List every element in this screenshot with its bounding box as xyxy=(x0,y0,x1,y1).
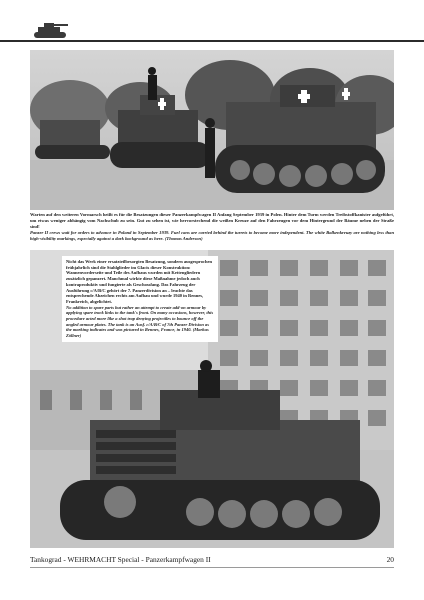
footer-title: Tankograd - WEHRMACHT Special - Panzerkampfwagen II xyxy=(30,555,211,564)
caption-german: Nicht das Werk einer ersatzteilbesorgten Besatzung, sondern ausgesprochen frühjahrlich sind die Stahlglieder im Glacis dieser Konstruktion: Wannenvorderseite und Teile des Aufbaus wurden mit Kettengliedern zusätzlich gepanzert. Manchmal wirkte diese Maßnahme jedoch auch kontraproduktiv und fungierte als Geschossfang. Das Fahrzeug der Ausführung c/A/B/C gehört der 7. Panzerdivision an – leuchte das entsprechende Abzeichen rechts am Aufbau und wurde 1940 in Rennes, Frankreich, abgelichtet. xyxy=(66,259,212,304)
page-number: 20 xyxy=(386,555,394,564)
caption-german: Warten auf den weiteren Vormarsch heißt es für die Besatzungen dieser Panzerkampfwagen II Anfang September 1939 in Polen. Hinter dem Turm werden Treibstoffkanister aufgeführt, um etwas weniger abhängig vom Nachschub zu sein. Gut zu sehen ist, wie hervorstechend die weißen Kreuze auf den Fahrzeugen vor dem Hintergrund der Bäume neben der Straße sind! xyxy=(30,212,394,229)
tank-silhouette-icon xyxy=(30,20,70,42)
caption-english: Panzer II crews wait for orders to advance in Poland in September 1939. Fuel cans are carried behind the turrets to become more independent. The white Balkenkreuzy are nothing less than high-visibility markings, especially against a dark background as here. (Thomas Anderson) xyxy=(30,229,394,241)
header-rule xyxy=(0,40,424,42)
photo-2-caption xyxy=(62,256,218,342)
photo-1-caption xyxy=(30,212,394,242)
footer-rule xyxy=(30,567,394,568)
caption-english: No addition to spare parts but rather an attempt to create add-on armour by applying spare track links to the tank's front. On many occasions, however, this procedure acted more like a shot trap denying projectiles to bounce off the angled armour plates. The tank is an Ausf. c/A/B/C of 7th Panzer Division as the marking indicates and was pictured in Rennes, France, in 1940. (Markus Zöllner) xyxy=(66,304,214,339)
page-footer xyxy=(30,555,394,567)
panzer-ii-column-photo xyxy=(30,50,394,210)
